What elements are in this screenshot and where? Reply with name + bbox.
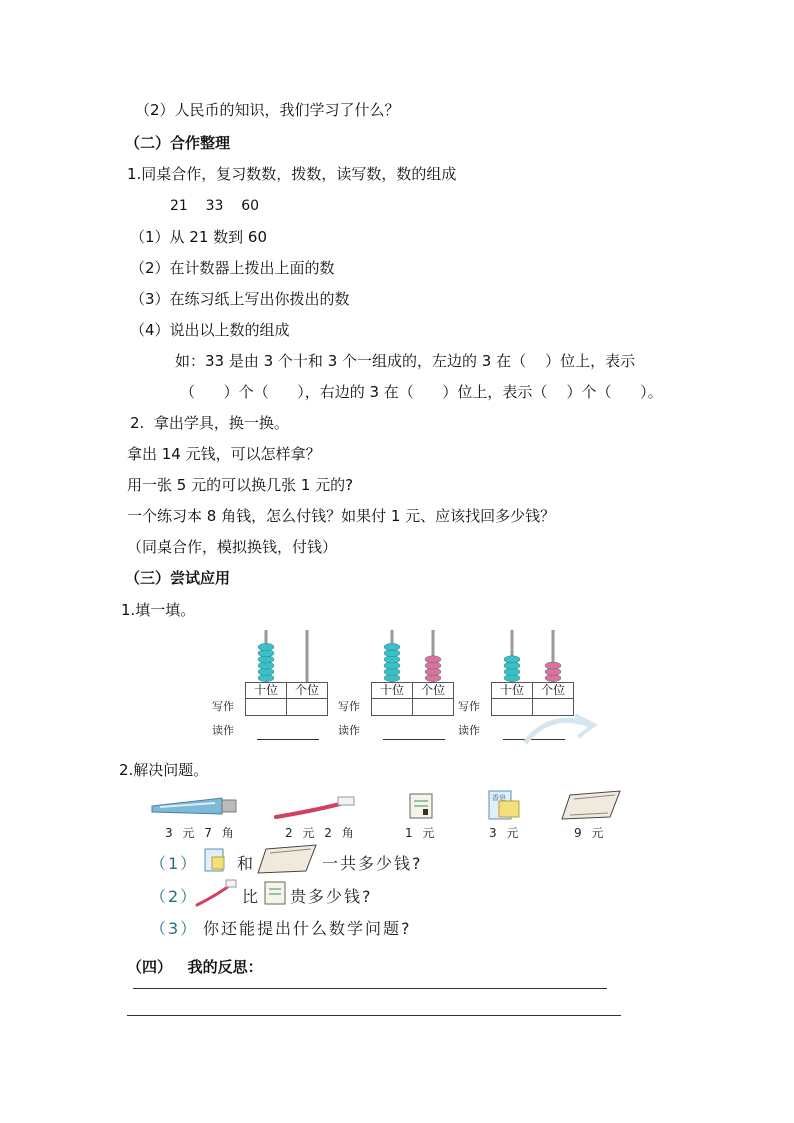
step-3: （3）在练习纸上写出你拨出的数	[130, 290, 350, 308]
toothbrush-icon	[193, 878, 239, 908]
section-heading-4: （四） 我的反思：	[127, 958, 263, 976]
step-4: （4）说出以上数的组成	[130, 321, 290, 339]
tens-bead	[258, 643, 274, 650]
toothpaste-icon	[150, 792, 240, 822]
ones-bead	[545, 662, 561, 669]
task-2-q3: 一个练习本 8 角钱，怎么付钱？如果付 1 元、应该找回多少钱？	[127, 507, 556, 525]
towel-icon	[256, 843, 320, 877]
reflection-line-1[interactable]	[133, 988, 607, 989]
soap-icon	[487, 789, 523, 823]
toothbrush-icon	[272, 795, 362, 823]
section-heading-2: （二）合作整理	[125, 134, 231, 152]
soap-icon	[203, 847, 227, 873]
watermark-swoosh-icon	[520, 705, 600, 750]
task-2-q2: 用一张 5 元的可以换几张 1 元的?	[127, 476, 354, 494]
write-label: 写作	[338, 700, 360, 713]
read-label: 读作	[338, 724, 360, 737]
read-label: 读作	[458, 724, 480, 737]
question-1-text: 一共多少钱?	[322, 854, 423, 873]
solve-title: 2.解决问题。	[119, 761, 209, 779]
reflection-line-2[interactable]	[127, 1015, 621, 1016]
ones-write-box[interactable]	[286, 698, 328, 716]
tens-bead	[504, 656, 520, 663]
towel-icon	[560, 789, 626, 823]
abacus-counter-3	[460, 630, 600, 690]
question-3-text: 你还能提出什么数学问题?	[203, 919, 412, 938]
ones-bead	[425, 656, 441, 663]
read-label: 读作	[212, 724, 234, 737]
notebook-icon	[408, 792, 434, 820]
example-line-1: 如：33 是由 3 个十和 3 个一组成的，左边的 3 在（ ）位上，表示	[175, 352, 636, 370]
price-toothpaste: 3 元 7 角	[165, 826, 237, 840]
task-2-title: 2. 拿出学具，换一换。	[130, 414, 289, 432]
abacus-counter-1	[214, 630, 354, 690]
svg-text:香皂: 香皂	[492, 794, 506, 802]
section-heading-3: （三）尝试应用	[125, 569, 231, 587]
abacus-counter-2	[340, 630, 480, 690]
tens-write-box[interactable]	[245, 698, 287, 716]
read-answer-line[interactable]	[257, 739, 319, 740]
fill-in-title: 1.填一填。	[121, 601, 196, 619]
ones-place-header: 个位	[532, 682, 574, 699]
task-2-note: （同桌合作，模拟换钱，付钱）	[127, 538, 338, 556]
question-2-than: 比	[242, 887, 261, 906]
ones-place-header: 个位	[412, 682, 454, 699]
price-toothbrush: 2 元 2 角	[285, 826, 357, 840]
price-notebook: 1 元	[405, 826, 438, 840]
notebook-icon	[263, 880, 287, 906]
write-label: 写作	[458, 700, 480, 713]
step-1: （1）从 21 数到 60	[130, 228, 268, 246]
question-3-number: （3）	[150, 919, 199, 938]
number-list: 21 33 60	[170, 198, 260, 214]
question-2-text: 贵多少钱?	[290, 887, 373, 906]
write-label: 写作	[212, 700, 234, 713]
price-soap: 3 元	[489, 826, 522, 840]
tens-bead	[384, 643, 400, 650]
task-2-q1: 拿出 14 元钱，可以怎样拿？	[127, 445, 321, 463]
example-line-2: （ ）个（ ），右边的 3 在（ ）位上，表示（ ）个（ ）。	[180, 383, 663, 401]
question-2-number: （2）	[150, 887, 199, 906]
ones-place-header: 个位	[286, 682, 328, 699]
price-towel: 9 元	[574, 826, 607, 840]
question-1-number: （1）	[150, 854, 199, 873]
task-1-title: 1.同桌合作，复习数数，拨数，读写数，数的组成	[127, 165, 457, 183]
tens-write-box[interactable]	[371, 698, 413, 716]
ones-write-box[interactable]	[412, 698, 454, 716]
read-answer-line[interactable]	[383, 739, 445, 740]
step-2: （2）在计数器上拨出上面的数	[130, 259, 335, 277]
tens-place-header: 十位	[371, 682, 413, 699]
tens-place-header: 十位	[491, 682, 533, 699]
question-1-and: 和	[237, 854, 256, 873]
review-question-2: （2）人民币的知识，我们学习了什么？	[135, 101, 400, 119]
tens-place-header: 十位	[245, 682, 287, 699]
